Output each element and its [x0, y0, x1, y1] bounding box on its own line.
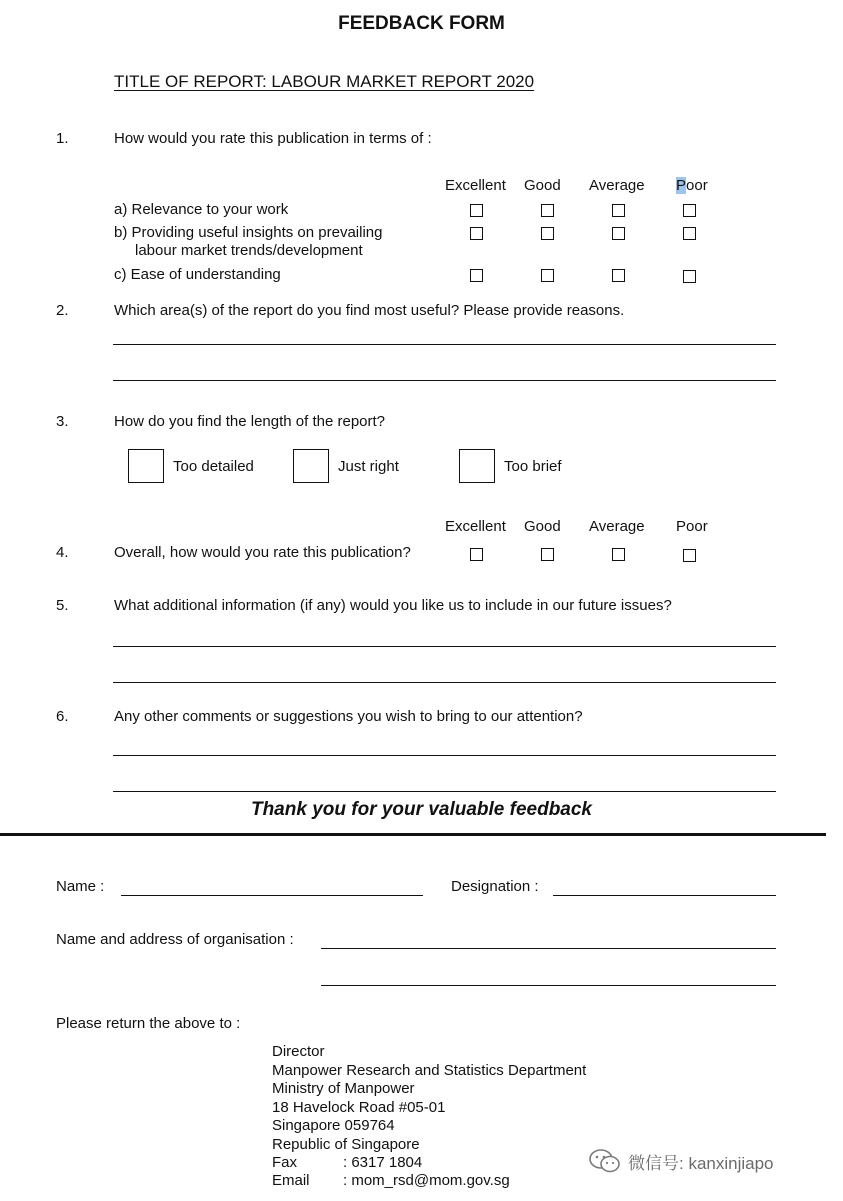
q2-answer-line-1[interactable]	[113, 344, 776, 345]
q1-col-poor-first: P	[676, 177, 687, 194]
q4-average-checkbox[interactable]	[612, 548, 625, 561]
wechat-icon	[588, 1148, 622, 1174]
q6-number: 6.	[56, 708, 69, 725]
q4-poor-checkbox[interactable]	[683, 549, 696, 562]
q4-excellent-checkbox[interactable]	[470, 548, 483, 561]
name-field[interactable]	[121, 895, 423, 896]
address-line-street: 18 Havelock Road #05-01	[272, 1099, 446, 1116]
q1-item-b-label: b) Providing useful insights on prevailing	[114, 224, 383, 241]
q1-c-excellent-checkbox[interactable]	[470, 269, 483, 282]
q2-text: Which area(s) of the report do you find most useful? Please provide reasons.	[114, 302, 625, 319]
q1-col-average: Average	[589, 177, 645, 194]
q1-item-b-label-cont: labour market trends/development	[135, 242, 363, 259]
address-line-director: Director	[272, 1043, 325, 1060]
address-line-department: Manpower Research and Statistics Department	[272, 1062, 587, 1079]
address-line-ministry: Ministry of Manpower	[272, 1080, 415, 1097]
q1-text: How would you rate this publication in terms of :	[114, 130, 432, 147]
q3-just-right-checkbox[interactable]	[293, 449, 329, 483]
q1-item-c-label: c) Ease of understanding	[114, 266, 281, 283]
q3-text: How do you find the length of the report?	[114, 413, 386, 430]
q3-too-detailed-checkbox[interactable]	[128, 449, 164, 483]
q1-col-good: Good	[524, 177, 561, 194]
address-line-country: Republic of Singapore	[272, 1136, 420, 1153]
q4-col-poor: Poor	[676, 518, 708, 535]
q4-col-excellent: Excellent	[445, 518, 506, 535]
email-label: Email	[272, 1172, 310, 1189]
q3-too-brief-label: Too brief	[504, 458, 562, 475]
q1-c-average-checkbox[interactable]	[612, 269, 625, 282]
page-title: FEEDBACK FORM	[338, 13, 505, 34]
name-label: Name :	[56, 878, 105, 895]
q6-answer-line-2[interactable]	[113, 791, 776, 792]
address-line-postal: Singapore 059764	[272, 1117, 395, 1134]
q1-b-excellent-checkbox[interactable]	[470, 227, 483, 240]
q1-number: 1.	[56, 130, 69, 147]
q6-answer-line-1[interactable]	[113, 755, 776, 756]
q3-too-detailed-label: Too detailed	[173, 458, 254, 475]
q1-col-excellent: Excellent	[445, 177, 506, 194]
q4-good-checkbox[interactable]	[541, 548, 554, 561]
q2-number: 2.	[56, 302, 69, 319]
q1-a-good-checkbox[interactable]	[541, 204, 554, 217]
q1-c-poor-checkbox[interactable]	[683, 270, 696, 283]
q5-answer-line-1[interactable]	[113, 646, 776, 647]
q1-c-good-checkbox[interactable]	[541, 269, 554, 282]
organisation-field-line-1[interactable]	[321, 948, 776, 949]
q4-col-good: Good	[524, 518, 561, 535]
watermark-text: 微信号: kanxinjiapo	[628, 1153, 774, 1173]
q5-number: 5.	[56, 597, 69, 614]
q5-answer-line-2[interactable]	[113, 682, 776, 683]
q1-a-average-checkbox[interactable]	[612, 204, 625, 217]
q4-text: Overall, how would you rate this publication?	[114, 544, 411, 561]
report-title: TITLE OF REPORT: LABOUR MARKET REPORT 2020	[114, 72, 535, 91]
q1-a-poor-checkbox[interactable]	[683, 204, 696, 217]
email-value: : mom_rsd@mom.gov.sg	[343, 1172, 510, 1189]
q1-b-poor-checkbox[interactable]	[683, 227, 696, 240]
q2-answer-line-2[interactable]	[113, 380, 776, 381]
q3-too-brief-checkbox[interactable]	[459, 449, 495, 483]
q6-text: Any other comments or suggestions you wish to bring to our attention?	[114, 708, 583, 725]
q3-number: 3.	[56, 413, 69, 430]
return-label: Please return the above to :	[56, 1015, 241, 1032]
q1-b-average-checkbox[interactable]	[612, 227, 625, 240]
q1-col-poor: Poor	[676, 177, 708, 194]
q1-a-excellent-checkbox[interactable]	[470, 204, 483, 217]
q4-number: 4.	[56, 544, 69, 561]
designation-field[interactable]	[553, 895, 776, 896]
watermark	[588, 1148, 774, 1174]
q1-item-a-label: a) Relevance to your work	[114, 201, 289, 218]
fax-value: : 6317 1804	[343, 1154, 423, 1171]
designation-label: Designation :	[451, 878, 539, 895]
q4-col-average: Average	[589, 518, 645, 535]
q3-just-right-label: Just right	[338, 458, 399, 475]
q5-text: What additional information (if any) would you like us to include in our future issues?	[114, 597, 672, 614]
thank-you-text: Thank you for your valuable feedback	[250, 799, 593, 820]
section-divider	[0, 833, 826, 836]
q1-b-good-checkbox[interactable]	[541, 227, 554, 240]
organisation-field-line-2[interactable]	[321, 985, 776, 986]
fax-label: Fax	[272, 1154, 298, 1171]
organisation-label: Name and address of organisation :	[56, 931, 294, 948]
